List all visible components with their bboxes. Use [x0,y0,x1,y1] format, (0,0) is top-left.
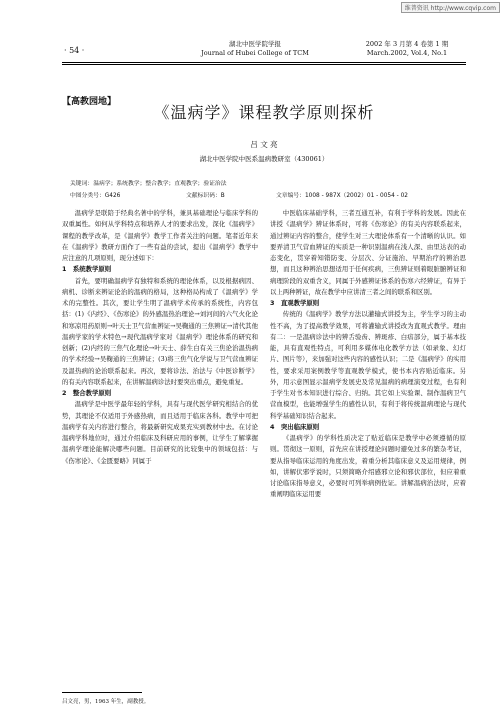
journal-name-cn: 湖北中医学院学报 [229,40,281,48]
section-heading: 3 直观教学原则 [270,299,320,307]
right-column [270,208,466,501]
doc-code: 文献标识码：B [186,193,225,199]
header-rule-thin [62,64,466,65]
paragraph: 首先，要明确温病学有独特和系统的理论体系，以及根据病因、病机、诊断来辨证论治的温病的格局，这种格局构成了《温病学》学术的完整性。其次，要让学生明了温病学术传承的系统性，内容包括：(1)《内经》、《伤寒论》的外感温热治理论→刘河间的六气火化论和寒凉用药原则→叶天士卫气营血辨证→吴鞠通的三焦辨证→清代其他温病学家的学术特色→现代温病学家对《温病学》理论体系的研究和创新；(2)内经的三焦气化理论→叶天士、薛生白有关三焦论治温热病的学术经验→吴鞠通的三焦辨证；(3)将三焦气化学说与卫气营血辨证及温热病的论治联系起来。再次，要将诊法、治法与《中医诊断学》的有关内容联系起来，在讲解温病诊法时要突出重点，避免重复。 [62,276,258,386]
footnote: 吕文亮，男，1963 年生，副教授。 [62,699,150,705]
section-heading: 4 突出临床原则 [270,422,320,431]
issue-en: March.2002, Vol.4, No.1 [366,49,448,57]
section-heading: 2 整合教学原则 [62,389,112,397]
article-title: 《温病学》课程教学原则探析 [153,103,375,122]
paragraph: 《温病学》的学科性质决定了贴近临床是教学中必须遵循的原则。贯彻这一原则，首先应在讲授理论问题时避免过多的繁杂考证，要从指导临床运用的角度出发，着重分析其临床意义及运用规律，例如，讲解伏邪学说时，只须简略介绍感邪立论和邪伏部位，但应着重讨论临床指导意义，必要时可列举病例佐证。讲解温病治法时，应着重阐明临床运用要 [270,434,466,499]
left-column [62,208,258,467]
page-number: · 54 · [64,46,85,55]
section-heading: 1 系统教学原则 [62,265,112,274]
issue-cn: 2002 年 3 月第 4 卷第 1 期 [365,40,449,48]
affiliation: 湖北中医学院中医系温病教研室（430061） [199,155,329,163]
article-number: 文章编号：1008 - 987X（2002）01 - 0054 - 02 [276,193,408,199]
journal-header [160,40,350,58]
keywords: 关键词：温病学；系统教学；整合教学；直观教学；验证治法 [70,181,227,187]
footnote-rule [62,692,142,693]
issue-info [352,40,462,58]
class-number: 中图分类号：G426 [70,193,121,199]
paragraph: 传统的《温病学》教学方法以灌输式讲授为主，学生学习的主动性不高，为了提高教学效果，可将灌输式讲授改为直观式教学。理由有二：一是温病诊法中的辨舌验齿、辨斑疹、白痦部分，属于基本技能，具有直观性特点，可利用多媒体电化教学方法（如录象、幻灯片、图片等），来加强对这些内容的感性认识；二是《温病学》的实用性，要求采用案例教学等直观教学模式，使书本内容贴近临床。另外，用示意图显示温病学发展史及常见温病的病理演变过程，也有利于学生对书本知识进行综合、归纳。其它如上实验课、制作温病卫气营血模型，也能增强学生的感性认识，有利于将传统温病理论与现代科学基础知识结合起来。 [270,310,466,420]
paragraph: 中医临床基础学科，三者互通互补，有利于学科的发展。因此在讲授《温病学》辨证体系时，可将《伤寒论》的有关内容联系起来，通过辨证内容的整合，使学生对三大理论体系有一个清晰的认识。如要弄清卫气营血辨证的实质是一种识别温病在浅人深、由里达表的动态变化，贯穿着知错防变、分层次、分证施治、早期治疗的辨治思想，而且这种辨治思想适用于任何疾病，三焦辨证则着眼脏腑辨证和病理阶段的双重含义，同属于外感辨证体系的伤寒六经辨证，有异于以上两种辨证，故在教学中应讲清三者之间的联系和区别。 [270,209,466,296]
header-rule [62,62,466,63]
journal-name-en: Journal of Hubei College of TCM [201,49,309,57]
paragraph: 温病学是联陪于经典名著中的学科，兼具基础理论与临床学科的双重属性。如何从学科特点和培养人才的要求出发，深化《温病学》课程的教学改革，是《温病学》教学工作者关注的问题。笔者近年来在《温病学》教研方面作了一些有益的尝试，提出《温病学》教学中应注意的几项原则，现分述如下： [62,209,258,262]
watermark: 维普资讯 http://www.cqvip.com [401,2,500,13]
author: 吕 文 亮 [250,140,278,149]
paragraph: 温病学是中医学最年轻的学科，具有与现代医学研究相结合的优势，其理论不仅适用于外感热病，而且适用于临床各科。教学中可把温病学有关内容进行整合，将最新研究成果充实到教材中去。在讨论温病学科地位时，通过介绍临床及科研应用的事例，让学生了解掌握温病学理论能解决哪些问题。目前研究的比较集中的领域包括：与《伤寒论》、《金匮要略》同属于 [62,400,258,465]
column-tag: 【高教园地】 [62,97,117,107]
